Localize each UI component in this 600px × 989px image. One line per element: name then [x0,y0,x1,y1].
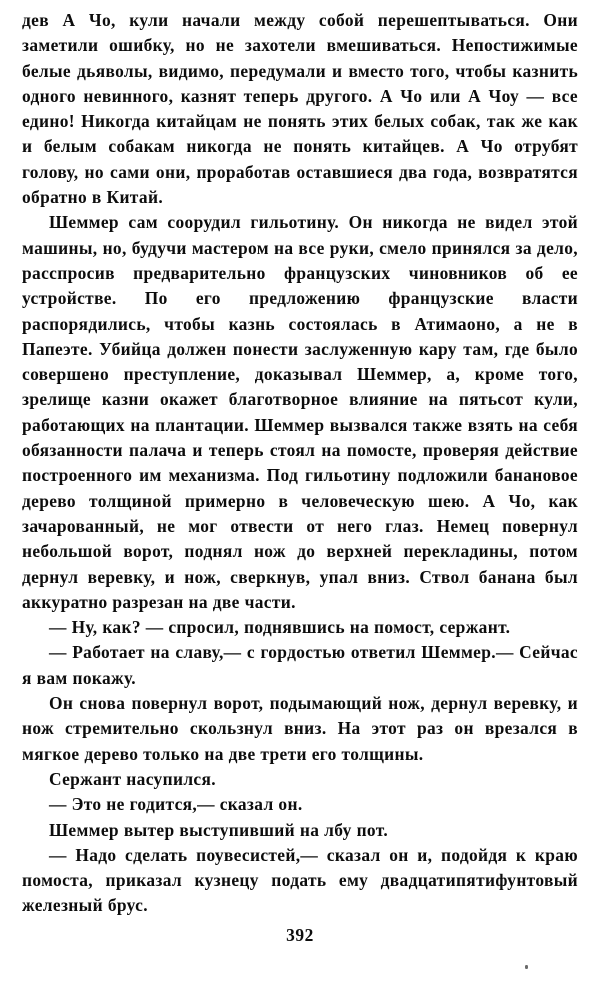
paragraph: Сержант насупился. [48,768,216,789]
paragraph-dialogue: — Работает на славу,— с гордостью ответил Шеммер.— Сейчас я вам покажу. [22,642,578,688]
paragraph-dialogue: — Надо сделать поувесистей,— сказал он и, подойдя к краю помоста, приказал кузнецу подать ему двадцатипятифунтовый железный брус. [22,844,578,916]
paragraph: Он снова повернул ворот, подымающий нож, дернул веревку, и нож стремительно скользнул вниз. На этот раз он врезался в мягкое дерево только на две трети его толщины. [22,693,578,764]
page-body [22,8,578,919]
paragraph-dialogue: — Это не годится,— сказал он. [48,794,303,815]
paper-speck [525,965,528,969]
page-number: 392 [286,925,314,945]
paragraph: Шеммер вытер выступивший на лбу пот. [48,819,389,840]
paragraph: дев А Чо, кули начали между собой перешептываться. Они заметили ошибку, но не захотели вмешиваться. Непостижимые белые дьяволы, видимо, передумали и вместо того, чтобы казнить одного невинного, казнят теперь другого. А Чо или А Чоу — все едино! Никогда китайцам не понять этих белых собак, так же как и белым собакам никогда не понять китайцев. А Чо отрубят голову, но сами они, проработав оставшиеся два года, возвратятся обратно в Китай. [22,10,578,208]
paragraph-dialogue: — Ну, как? — спросил, поднявшись на помост, сержант. [48,617,511,638]
paragraph: Шеммер сам соорудил гильотину. Он никогда не видел этой машины, но, будучи мастером на все руки, смело принялся за дело, расспросив предварительно французских чиновников об ее устройстве. По его предложению французские власти распорядились, чтобы казнь состоялась в Атимаоно, а не в Папеэте. Убийца должен понести заслуженную кару там, где было совершено преступление, доказывал Шеммер, а, кроме того, зрелище казни окажет благотворное влияние на пятьсот кули, работающих на плантации. Шеммер вызвался также взять на себя обязанности палача и теперь стоял на помосте, проверяя действие построенного им механизма. Под гильотину подложили банановое дерево толщиной примерно в человеческую шею. А Чо, как зачарованный, не мог отвести от него глаз. Немец повернул небольшой ворот, поднял нож до верхней перекладины, потом дернул веревку, и нож, сверкнув, упал вниз. Ствол банана был аккуратно разрезан на две части. [22,212,578,612]
